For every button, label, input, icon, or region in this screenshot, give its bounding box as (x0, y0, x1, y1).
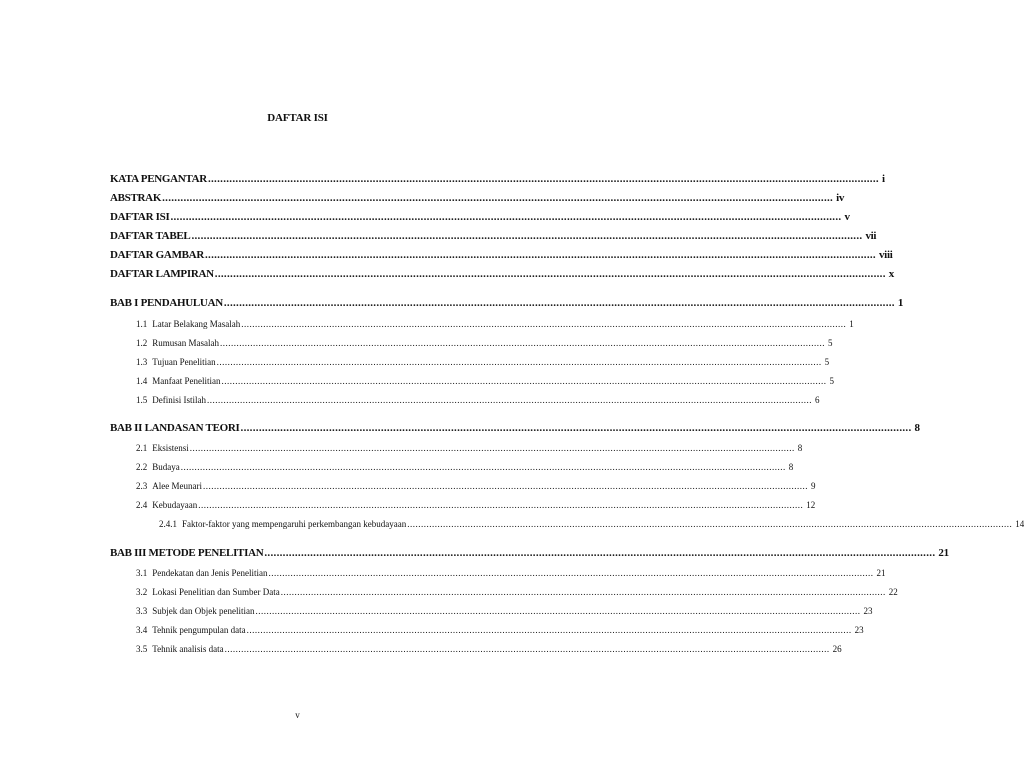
toc-entry (110, 295, 904, 309)
toc-entry-page-number: vii (865, 230, 877, 242)
toc-entry (110, 266, 894, 280)
toc-entry-page-number: 5 (829, 376, 834, 386)
toc-entry-label: Tehnik pengumpulan data (152, 625, 246, 635)
toc-entry (136, 583, 898, 597)
toc-entry-label: Latar Belakang Masalah (152, 319, 241, 329)
toc-entry-label: Eksistensi (152, 443, 189, 453)
toc-entry-label: Definisi Istilah (152, 395, 206, 405)
dot-leader: ............................................................................................................................................................................................................................ (216, 357, 822, 367)
toc-entry-page-number: 8 (788, 462, 794, 472)
toc-entry-label: Faktor-faktor yang mempengaruhi perkembangan kebudayaan (182, 519, 407, 529)
toc-entry-page-number: 5 (824, 357, 830, 367)
toc-entry-number: 1.1 (136, 319, 148, 329)
toc-entry-page-number: viii (878, 249, 893, 261)
dot-leader: ............................................................................................................................................................................................................................ (207, 395, 812, 405)
toc-entry-label: BAB I PENDAHULUAN (110, 297, 223, 309)
dot-leader: ............................................................................................................................................................................................................................ (407, 519, 1013, 529)
toc-entry-label: Manfaat Penelitian (152, 376, 221, 386)
toc-entry-number: 3.5 (136, 644, 148, 654)
dot-leader: ............................................................................................................................................................................................................................ (198, 500, 804, 510)
toc-entry-number: 3.1 (136, 568, 148, 578)
toc-entry-number: 3.2 (136, 587, 148, 597)
toc-entry-label: BAB III METODE PENELITIAN (110, 547, 264, 559)
page-title: DAFTAR ISI (267, 112, 328, 124)
toc-entry-page-number: 12 (806, 500, 816, 510)
toc-entry-number: 2.2 (136, 462, 148, 472)
toc-entry-label: Rumusan Masalah (152, 338, 219, 348)
toc-entry-number: 3.4 (136, 625, 148, 635)
toc-entry (136, 621, 864, 635)
toc-entry-label: DAFTAR ISI (110, 211, 170, 223)
toc-entry-page-number: 1 (849, 319, 854, 329)
toc-entry (136, 372, 834, 386)
toc-entry-page-number: 23 (863, 606, 873, 616)
toc-entry-label: Lokasi Penelitian dan Sumber Data (152, 587, 280, 597)
toc-entry-label: Budaya (152, 462, 180, 472)
toc-entry-page-number: v (844, 211, 850, 223)
toc-entry-label: KATA PENGANTAR (110, 173, 207, 185)
toc-entry-label: Subjek dan Objek penelitian (152, 606, 255, 616)
toc-entry (110, 247, 893, 261)
toc-entry-label: Kebudayaan (152, 500, 198, 510)
toc-entry (159, 515, 1024, 529)
dot-leader: ............................................................................................................................................................................................................................ (223, 297, 895, 309)
toc-entry-label: Pendekatan dan Jenis Penelitian (152, 568, 268, 578)
dot-leader: ............................................................................................................................................................................................................................ (264, 547, 936, 559)
toc-entry-page-number: iv (836, 192, 845, 204)
dot-leader: ............................................................................................................................................................................................................................ (207, 173, 879, 185)
toc-entry-number: 2.4.1 (159, 519, 177, 529)
dot-leader: ............................................................................................................................................................................................................................ (240, 422, 912, 434)
toc-entry (136, 564, 886, 578)
toc-entry (136, 496, 816, 510)
toc-entry-label: Tehnik analisis data (152, 644, 224, 654)
dot-leader: ............................................................................................................................................................................................................................ (241, 319, 847, 329)
toc-entry (110, 545, 949, 559)
dot-leader: ............................................................................................................................................................................................................................ (170, 211, 842, 223)
toc-entry-page-number: i (881, 173, 885, 185)
toc-entry-label: BAB II LANDASAN TEORI (110, 422, 240, 434)
toc-entry-label: DAFTAR GAMBAR (110, 249, 204, 261)
dot-leader: ............................................................................................................................................................................................................................ (180, 462, 786, 472)
toc-entry-page-number: 8 (797, 443, 803, 453)
toc-entry (110, 228, 877, 242)
toc-entry-number: 3.3 (136, 606, 148, 616)
toc-entry-label: Tujuan Penelitian (152, 357, 216, 367)
toc-entry-page-number: 26 (832, 644, 842, 654)
toc-entry (136, 602, 873, 616)
toc-entry (136, 334, 833, 348)
dot-leader: ............................................................................................................................................................................................................................ (189, 443, 795, 453)
toc-entry (136, 391, 820, 405)
toc-entry-page-number: x (888, 268, 894, 280)
toc-entry-page-number: 21 (938, 547, 949, 559)
dot-leader: ............................................................................................................................................................................................................................ (202, 481, 808, 491)
toc-entry (110, 420, 920, 434)
toc-entry (136, 315, 854, 329)
dot-leader: ............................................................................................................................................................................................................................ (214, 268, 886, 280)
toc-entry (136, 640, 842, 654)
toc-entry-label: DAFTAR TABEL (110, 230, 191, 242)
toc-entry-page-number: 9 (810, 481, 816, 491)
dot-leader: ............................................................................................................................................................................................................................ (191, 230, 863, 242)
toc-entry-page-number: 5 (828, 338, 833, 348)
dot-leader: ............................................................................................................................................................................................................................ (204, 249, 876, 261)
dot-leader: ............................................................................................................................................................................................................................ (280, 587, 886, 597)
dot-leader: ............................................................................................................................................................................................................................ (246, 625, 852, 635)
toc-entry-number: 1.2 (136, 338, 148, 348)
page-number: v (295, 710, 300, 720)
toc-entry-page-number: 14 (1015, 519, 1024, 529)
toc-entry-number: 1.4 (136, 376, 148, 386)
dot-leader: ............................................................................................................................................................................................................................ (221, 376, 827, 386)
toc-entry (136, 353, 830, 367)
toc-entry-page-number: 1 (897, 297, 904, 309)
toc-entry-label: Alee Meunari (152, 481, 202, 491)
dot-leader: ............................................................................................................................................................................................................................ (255, 606, 861, 616)
toc-entry-page-number: 21 (876, 568, 886, 578)
toc-entry-page-number: 8 (914, 422, 920, 434)
dot-leader: ............................................................................................................................................................................................................................ (268, 568, 874, 578)
dot-leader: ............................................................................................................................................................................................................................ (220, 338, 825, 348)
toc-entry (110, 171, 885, 185)
dot-leader: ............................................................................................................................................................................................................................ (224, 644, 830, 654)
toc-entry (136, 477, 816, 491)
toc-entry-number: 2.1 (136, 443, 148, 453)
toc-entry-page-number: 6 (815, 395, 820, 405)
toc-entry-page-number: 23 (854, 625, 864, 635)
toc-entry-number: 2.3 (136, 481, 148, 491)
toc-entry-number: 2.4 (136, 500, 148, 510)
toc-entry-number: 1.3 (136, 357, 148, 367)
toc-entry (110, 209, 850, 223)
toc-entry-label: ABSTRAK (110, 192, 162, 204)
toc-entry-page-number: 22 (888, 587, 898, 597)
toc-entry-label: DAFTAR LAMPIRAN (110, 268, 214, 280)
dot-leader: ............................................................................................................................................................................................................................ (162, 192, 834, 204)
toc-entry-number: 1.5 (136, 395, 148, 405)
toc-entry (110, 190, 845, 204)
toc-entry (136, 439, 803, 453)
toc-entry (136, 458, 794, 472)
